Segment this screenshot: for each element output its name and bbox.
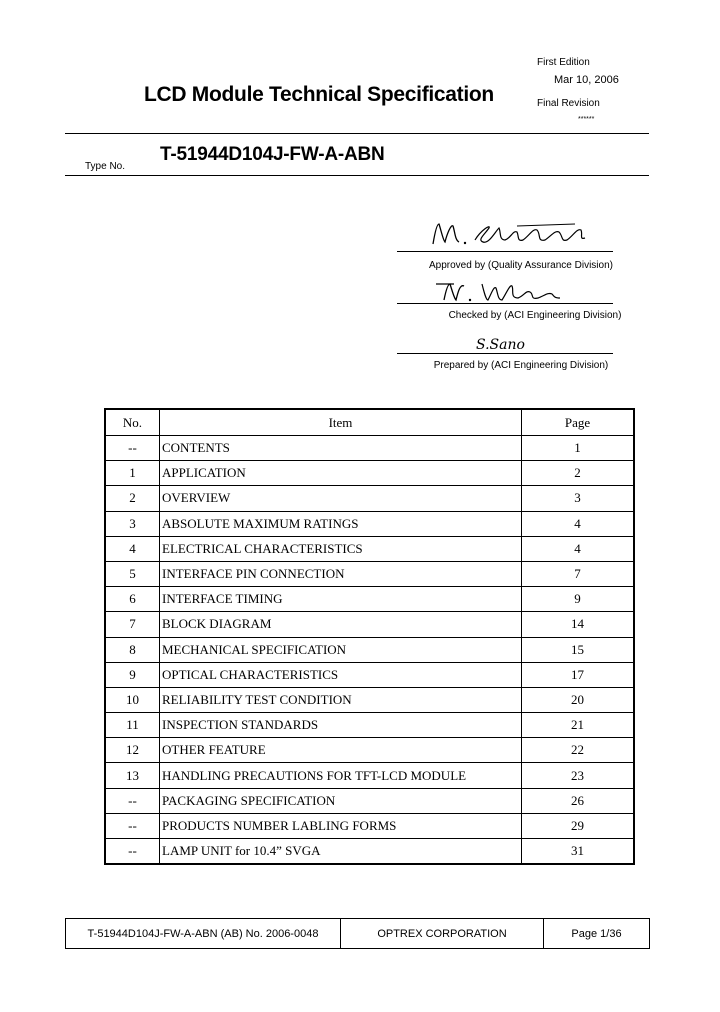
- table-row: [105, 813, 634, 838]
- row-page: 29: [522, 813, 635, 838]
- signature-approved: [425, 218, 595, 252]
- caption-approved: Approved by (Quality Assurance Division): [429, 260, 613, 271]
- signature-checked: [430, 276, 570, 306]
- header-divider: [65, 133, 649, 134]
- table-row: [105, 662, 634, 687]
- row-no: 9: [105, 662, 160, 687]
- signature-line-prepared: [397, 353, 613, 354]
- row-page: 17: [522, 662, 635, 687]
- row-no: 3: [105, 511, 160, 536]
- table-row: [105, 486, 634, 511]
- edition-date: Mar 10, 2006: [554, 74, 619, 86]
- table-row: [105, 511, 634, 536]
- table-row: [105, 461, 634, 486]
- footer-page-number: Page 1/36: [571, 927, 622, 940]
- row-no: --: [105, 788, 160, 813]
- header-item: Item: [160, 409, 522, 436]
- row-item: INSPECTION STANDARDS: [160, 713, 522, 738]
- row-page: 22: [522, 738, 635, 763]
- table-row: [105, 738, 634, 763]
- signature-prepared: S.Sano: [476, 337, 525, 353]
- caption-prepared: Prepared by (ACI Engineering Division): [433, 360, 609, 371]
- row-page: 14: [522, 612, 635, 637]
- row-item: INTERFACE PIN CONNECTION: [160, 561, 522, 586]
- header-page: Page: [522, 409, 635, 436]
- row-item: MECHANICAL SPECIFICATION: [160, 637, 522, 662]
- page-title: LCD Module Technical Specification: [144, 83, 494, 106]
- row-item: OTHER FEATURE: [160, 738, 522, 763]
- row-no: 11: [105, 713, 160, 738]
- row-item: CONTENTS: [160, 436, 522, 461]
- row-no: 7: [105, 612, 160, 637]
- row-page: 2: [522, 461, 635, 486]
- type-divider: [65, 175, 649, 176]
- signature-line-checked: [397, 303, 613, 304]
- row-no: 12: [105, 738, 160, 763]
- table-row: [105, 612, 634, 637]
- row-no: 5: [105, 561, 160, 586]
- table-row: [105, 436, 634, 461]
- row-page: 9: [522, 587, 635, 612]
- row-page: 20: [522, 687, 635, 712]
- row-page: 1: [522, 436, 635, 461]
- caption-checked: Checked by (ACI Engineering Division): [448, 310, 622, 321]
- table-row: [105, 637, 634, 662]
- row-no: 13: [105, 763, 160, 788]
- row-item: HANDLING PRECAUTIONS FOR TFT-LCD MODULE: [160, 763, 522, 788]
- type-label: Type No.: [85, 161, 126, 172]
- row-page: 7: [522, 561, 635, 586]
- row-no: 2: [105, 486, 160, 511]
- row-item: INTERFACE TIMING: [160, 587, 522, 612]
- row-no: 4: [105, 536, 160, 561]
- footer-company: OPTREX CORPORATION: [341, 919, 544, 948]
- row-no: 6: [105, 587, 160, 612]
- contents-table: [104, 408, 635, 865]
- edition-label: First Edition: [537, 57, 590, 68]
- row-no: 10: [105, 687, 160, 712]
- row-page: 23: [522, 763, 635, 788]
- row-item: APPLICATION: [160, 461, 522, 486]
- row-item: PACKAGING SPECIFICATION: [160, 788, 522, 813]
- row-item: OVERVIEW: [160, 486, 522, 511]
- row-item: OPTICAL CHARACTERISTICS: [160, 662, 522, 687]
- row-item: ABSOLUTE MAXIMUM RATINGS: [160, 511, 522, 536]
- table-row: [105, 587, 634, 612]
- row-page: 4: [522, 536, 635, 561]
- header-no: No.: [105, 409, 160, 436]
- row-no: --: [105, 839, 160, 865]
- row-item: ELECTRICAL CHARACTERISTICS: [160, 536, 522, 561]
- table-row: [105, 839, 634, 865]
- row-no: 1: [105, 461, 160, 486]
- page-footer: [65, 918, 650, 949]
- row-item: LAMP UNIT for 10.4” SVGA: [160, 839, 522, 865]
- row-page: 4: [522, 511, 635, 536]
- row-no: --: [105, 813, 160, 838]
- signature-line-approved: [397, 251, 613, 252]
- row-page: 26: [522, 788, 635, 813]
- revision-value: ******: [578, 116, 595, 123]
- row-item: BLOCK DIAGRAM: [160, 612, 522, 637]
- table-row: [105, 713, 634, 738]
- footer-document-number: T-51944D104J-FW-A-ABN (AB) No. 2006-0048: [66, 919, 341, 948]
- table-header-row: [105, 409, 634, 436]
- row-item: RELIABILITY TEST CONDITION: [160, 687, 522, 712]
- row-item: PRODUCTS NUMBER LABLING FORMS: [160, 813, 522, 838]
- type-number: T-51944D104J-FW-A-ABN: [160, 144, 385, 165]
- row-page: 21: [522, 713, 635, 738]
- row-page: 3: [522, 486, 635, 511]
- row-page: 15: [522, 637, 635, 662]
- table-row: [105, 788, 634, 813]
- row-no: 8: [105, 637, 160, 662]
- table-row: [105, 763, 634, 788]
- revision-label: Final Revision: [537, 98, 600, 109]
- row-no: --: [105, 436, 160, 461]
- row-page: 31: [522, 839, 635, 865]
- table-row: [105, 687, 634, 712]
- table-row: [105, 536, 634, 561]
- table-row: [105, 561, 634, 586]
